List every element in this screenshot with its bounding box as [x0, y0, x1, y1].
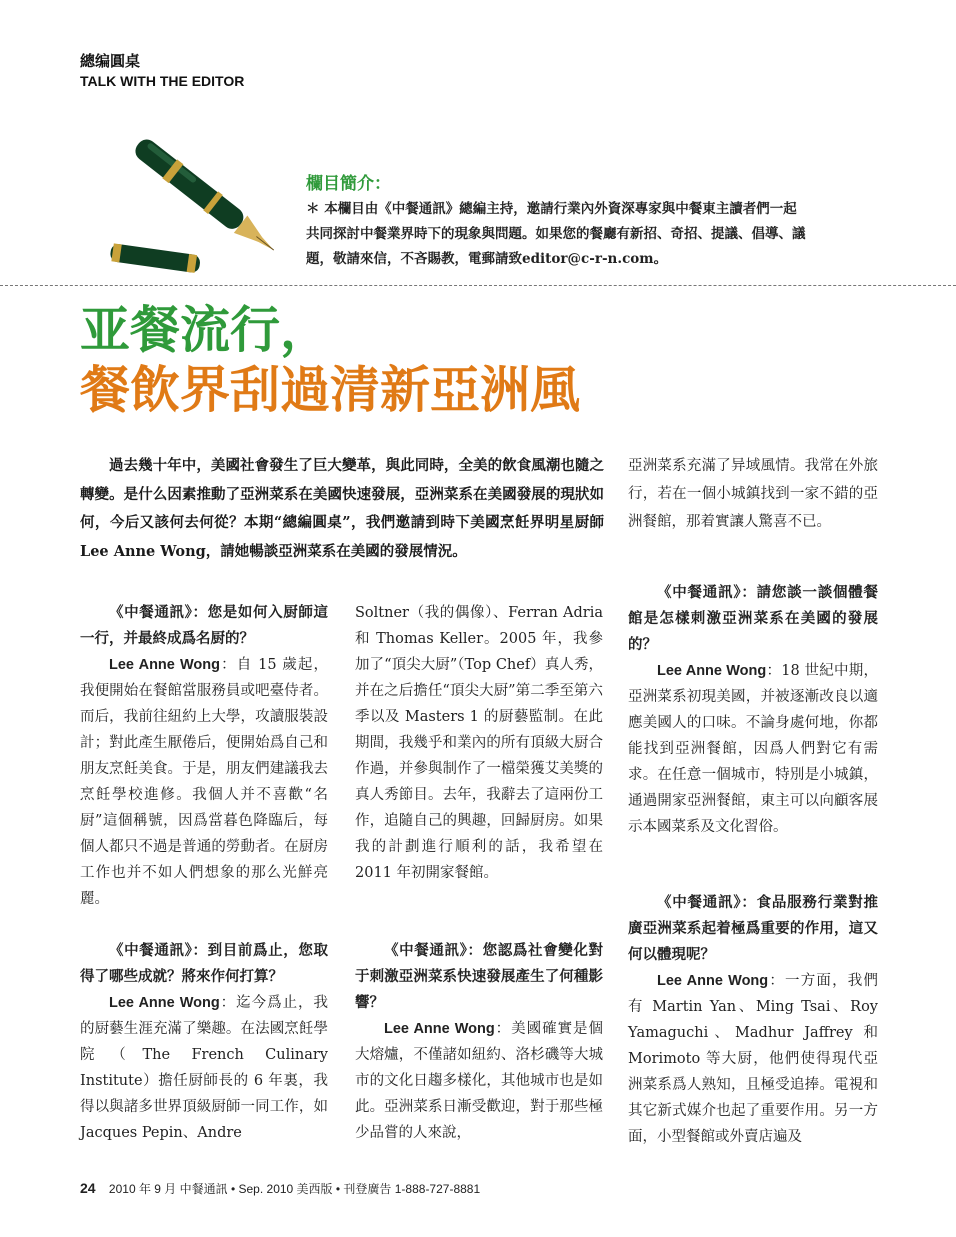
lead-paragraph: 過去幾十年中，美國社會發生了巨大變革，與此同時，全美的飲食風潮也隨之轉變。是什么因素推動了亞洲菜系在美國快速發展，亞洲菜系在美國發展的現狀如何，今后又該何去何從？本期“總編圓桌”，我們邀請到時下美國烹飪界明星厨師 Lee Anne Wong，請她暢談亞洲菜系在美國的發展情況。 — [80, 457, 604, 560]
column-intro-line: 共同探討中餐業界時下的現象與問題。如果您的餐廳有新招、奇招、提議、倡導、議 — [306, 226, 806, 242]
column-intro-label: 欄目簡介： — [306, 174, 391, 194]
article-column-3c — [628, 890, 878, 1150]
fountain-pen-icon — [100, 110, 300, 280]
article-column-3b — [628, 580, 878, 840]
article-title-line-2: 餐飲界刮過清新亞洲風 — [80, 361, 580, 419]
answer-text: ：美國確實是個大熔爐，不僅諸如紐約、洛杉磯等大城市的文化日趨多樣化，其他城市也是如此。亞洲菜系日漸受歡迎，對于那些極少品嘗的人來說， — [355, 1021, 604, 1141]
answer-continued: Soltner（我的偶像）、Ferran Adria 和 Thomas Keller。2005 年，我參加了“頂尖大厨”（Top Chef）真人秀，并在之后擔任“頂尖大厨”第二季至第六季以及 Masters 1 的厨藝監制。在此期間，我幾乎和業內的所有頂級大厨合作過，并參與制作了一檔榮獲艾美獎的真人秀節目。去年，我辭去了這兩份工作，追隨自己的興趣，回歸厨房。如果我的計劃進行順利的話，我希望在 2011 年初開家餐館。 — [355, 605, 603, 881]
section-title-en: TALK WITH THE EDITOR — [80, 73, 245, 89]
interview-question: 《中餐通訊》：請您談一談個體餐館是怎樣刺激亞洲菜系在美國的發展的？ — [628, 584, 878, 653]
speaker-name: Lee Anne Wong — [657, 973, 769, 989]
answer-text: ：一方面，我們有 Martin Yan、Ming Tsai、Roy Yamaguchi、Madhur Jaffrey 和 Morimoto 等大厨，他們使得現代亞洲菜系爲人熟知，且極受追捧。電視和其它新式媒介也起了重要作用。另一方面，小型餐館或外賣店遍及 — [628, 973, 879, 1145]
interview-answer — [80, 990, 328, 1146]
footer-text: 2010 年 9 月 中餐通訊 • Sep. 2010 美西版 • 刊登廣告 1-888-727-8881 — [108, 1182, 481, 1196]
article-column-1b — [80, 938, 328, 1146]
column-intro-line: ＊ 本欄目由《中餐通訊》總編主持，邀請行業內外資深專家與中餐東主讀者們一起 — [306, 201, 797, 217]
speaker-name: Lee Anne Wong — [657, 663, 767, 679]
column-intro — [306, 172, 836, 272]
interview-question: 《中餐通訊》：您是如何入厨師這一行，并最終成爲名厨的？ — [80, 604, 328, 647]
interview-answer — [628, 658, 878, 840]
interview-answer — [628, 968, 878, 1150]
speaker-name: Lee Anne Wong — [109, 995, 220, 1011]
answer-text: ：自 15 歲起，我便開始在餐館當服務員或吧臺侍者。而后，我前往紐約上大學，攻讀服裝設計；對此產生厭倦后，便開始爲自己和朋友烹飪美食。于是，朋友們建議我去烹飪學校進修。我個人并不喜歡“名厨”這個稱號，因爲當暮色降臨后，每個人都只不過是普通的勞動者。在厨房工作也并不如人們想象的那么光鮮亮麗。 — [80, 657, 329, 907]
interview-question: 《中餐通訊》：您認爲社會變化對于刺激亞洲菜系快速發展產生了何種影響？ — [355, 942, 603, 1011]
column-intro-line: 題，敬請來信，不吝賜教，電郵請致editor@c-r-n.com。 — [306, 251, 668, 267]
answer-text: ：迄今爲止，我的厨藝生涯充滿了樂趣。在法國烹飪學院（The French Culinary Institute）擔任厨師長的 6 年裏，我得以與諸多世界頂級厨師一同工作，如 Jacques Pepin、Andre — [80, 995, 329, 1141]
answer-continued: 亞洲菜系充滿了异域風情。我常在外旅行，若在一個小城鎮找到一家不錯的亞洲餐館，那着實讓人驚喜不已。 — [628, 458, 878, 530]
article-title — [80, 300, 580, 420]
interview-question: 《中餐通訊》：到目前爲止，您取得了哪些成就？將來作何打算？ — [80, 942, 328, 985]
page-number: 24 — [80, 1180, 96, 1196]
speaker-name: Lee Anne Wong — [109, 657, 220, 673]
speaker-name: Lee Anne Wong — [384, 1021, 495, 1037]
interview-answer — [355, 1016, 603, 1146]
article-column-3 — [628, 452, 878, 536]
article-column-2 — [355, 600, 603, 886]
interview-answer — [80, 652, 328, 912]
section-title-cn: 總编圓桌 — [80, 52, 141, 70]
article-column-2b — [355, 938, 603, 1146]
article-title-line-1: 亚餐流行， — [80, 301, 330, 359]
page-footer — [80, 1180, 480, 1197]
interview-question: 《中餐通訊》：食品服務行業對推廣亞洲菜系起着極爲重要的作用，這又何以體現呢？ — [628, 894, 878, 963]
dotted-divider — [0, 285, 956, 286]
answer-text: ：18 世紀中期，亞洲菜系初現美國，并被逐漸改良以適應美國人的口味。不論身處何地，你都能找到亞洲餐館，因爲人們對它有需求。在任意一個城市，特別是小城鎮，通過開家亞洲餐館，東主可以向顧客展示本國菜系及文化習俗。 — [628, 663, 879, 835]
article-column-1 — [80, 600, 328, 912]
